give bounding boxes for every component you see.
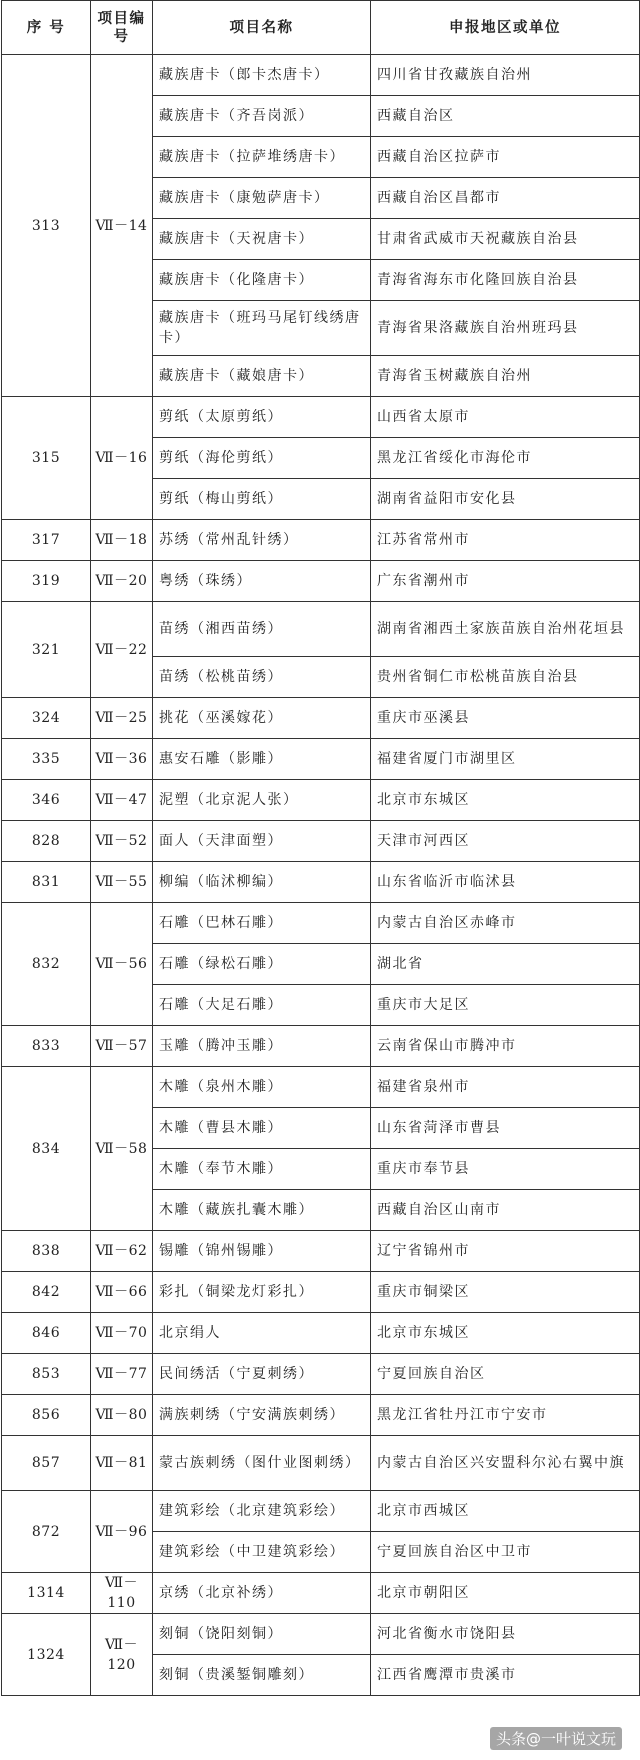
- table-row: [2, 1026, 640, 1067]
- table-header-row: [2, 1, 640, 55]
- project-code: Ⅶ－57: [91, 1026, 153, 1067]
- project-code: Ⅶ－120: [91, 1614, 153, 1696]
- project-name: 泥塑（北京泥人张）: [153, 780, 371, 821]
- project-name: 刻铜（贵溪錾铜雕刻）: [153, 1655, 371, 1696]
- project-code: Ⅶ－70: [91, 1313, 153, 1354]
- serial-number: 842: [2, 1272, 91, 1313]
- project-code: Ⅶ－81: [91, 1436, 153, 1491]
- region: 宁夏回族自治区: [371, 1354, 640, 1395]
- project-name: 剪纸（梅山剪纸）: [153, 479, 371, 520]
- header-code: 项目编号: [91, 1, 153, 55]
- project-name: 彩扎（铜梁龙灯彩扎）: [153, 1272, 371, 1313]
- project-name: 惠安石雕（影雕）: [153, 739, 371, 780]
- project-name: 木雕（泉州木雕）: [153, 1067, 371, 1108]
- serial-number: 834: [2, 1067, 91, 1231]
- table-row: [2, 1231, 640, 1272]
- project-name: 刻铜（饶阳刻铜）: [153, 1614, 371, 1655]
- project-name: 木雕（奉节木雕）: [153, 1149, 371, 1190]
- project-code: Ⅶ－47: [91, 780, 153, 821]
- region: 湖南省益阳市安化县: [371, 479, 640, 520]
- project-code: Ⅶ－80: [91, 1395, 153, 1436]
- table-row: [2, 698, 640, 739]
- region: 湖北省: [371, 944, 640, 985]
- project-name: 挑花（巫溪嫁花）: [153, 698, 371, 739]
- serial-number: 828: [2, 821, 91, 862]
- project-name: 藏族唐卡（拉萨堆绣唐卡）: [153, 137, 371, 178]
- serial-number: 857: [2, 1436, 91, 1491]
- table-row: [2, 1573, 640, 1614]
- serial-number: 856: [2, 1395, 91, 1436]
- header-serial: 序 号: [2, 1, 91, 55]
- project-code: Ⅶ－16: [91, 397, 153, 520]
- serial-number: 335: [2, 739, 91, 780]
- region: 重庆市铜梁区: [371, 1272, 640, 1313]
- project-name: 北京绢人: [153, 1313, 371, 1354]
- region: 天津市河西区: [371, 821, 640, 862]
- project-name: 藏族唐卡（郎卡杰唐卡）: [153, 55, 371, 96]
- table-row: [2, 520, 640, 561]
- region: 湖南省湘西土家族苗族自治州花垣县: [371, 602, 640, 657]
- region: 江西省鹰潭市贵溪市: [371, 1655, 640, 1696]
- project-name: 京绣（北京补绣）: [153, 1573, 371, 1614]
- region: 甘肃省武威市天祝藏族自治县: [371, 219, 640, 260]
- region: 云南省保山市腾冲市: [371, 1026, 640, 1067]
- table-row: [2, 1354, 640, 1395]
- table-row: [2, 1272, 640, 1313]
- project-name: 藏族唐卡（天祝唐卡）: [153, 219, 371, 260]
- region: 重庆市大足区: [371, 985, 640, 1026]
- region: 北京市朝阳区: [371, 1573, 640, 1614]
- project-name: 锡雕（锦州锡雕）: [153, 1231, 371, 1272]
- serial-number: 1314: [2, 1573, 91, 1614]
- project-code: Ⅶ－14: [91, 55, 153, 397]
- region: 重庆市巫溪县: [371, 698, 640, 739]
- region: 西藏自治区山南市: [371, 1190, 640, 1231]
- table-row: [2, 1395, 640, 1436]
- heritage-table: [1, 0, 640, 1696]
- table-row: [2, 862, 640, 903]
- table-row: [2, 821, 640, 862]
- region: 福建省厦门市湖里区: [371, 739, 640, 780]
- region: 青海省玉树藏族自治州: [371, 356, 640, 397]
- table-row: [2, 1313, 640, 1354]
- serial-number: 321: [2, 602, 91, 698]
- serial-number: 315: [2, 397, 91, 520]
- watermark: 头条@一叶说文玩: [490, 1727, 622, 1750]
- table-body: [2, 55, 640, 1696]
- region: 黑龙江省绥化市海伦市: [371, 438, 640, 479]
- region: 山东省菏泽市曹县: [371, 1108, 640, 1149]
- project-code: Ⅶ－58: [91, 1067, 153, 1231]
- header-name: 项目名称: [153, 1, 371, 55]
- region: 西藏自治区: [371, 96, 640, 137]
- project-name: 藏族唐卡（康勉萨唐卡）: [153, 178, 371, 219]
- project-name: 粤绣（珠绣）: [153, 561, 371, 602]
- region: 北京市东城区: [371, 780, 640, 821]
- serial-number: 324: [2, 698, 91, 739]
- serial-number: 1324: [2, 1614, 91, 1696]
- project-code: Ⅶ－96: [91, 1491, 153, 1573]
- project-code: Ⅶ－36: [91, 739, 153, 780]
- project-name: 藏族唐卡（化隆唐卡）: [153, 260, 371, 301]
- region: 内蒙古自治区赤峰市: [371, 903, 640, 944]
- project-name: 苗绣（松桃苗绣）: [153, 657, 371, 698]
- project-name: 蒙古族刺绣（图什业图刺绣）: [153, 1436, 371, 1491]
- serial-number: 833: [2, 1026, 91, 1067]
- project-name: 面人（天津面塑）: [153, 821, 371, 862]
- region: 四川省甘孜藏族自治州: [371, 55, 640, 96]
- region: 山西省太原市: [371, 397, 640, 438]
- project-code: Ⅶ－55: [91, 862, 153, 903]
- project-name: 建筑彩绘（北京建筑彩绘）: [153, 1491, 371, 1532]
- region: 黑龙江省牡丹江市宁安市: [371, 1395, 640, 1436]
- project-name: 建筑彩绘（中卫建筑彩绘）: [153, 1532, 371, 1573]
- table-row: [2, 903, 640, 944]
- project-name: 木雕（曹县木雕）: [153, 1108, 371, 1149]
- project-code: Ⅶ－110: [91, 1573, 153, 1614]
- project-name: 苏绣（常州乱针绣）: [153, 520, 371, 561]
- project-code: Ⅶ－18: [91, 520, 153, 561]
- project-code: Ⅶ－22: [91, 602, 153, 698]
- project-name: 木雕（藏族扎囊木雕）: [153, 1190, 371, 1231]
- serial-number: 872: [2, 1491, 91, 1573]
- region: 青海省海东市化隆回族自治县: [371, 260, 640, 301]
- project-code: Ⅶ－52: [91, 821, 153, 862]
- project-name: 石雕（大足石雕）: [153, 985, 371, 1026]
- table-row: [2, 55, 640, 96]
- region: 广东省潮州市: [371, 561, 640, 602]
- table-row: [2, 1436, 640, 1491]
- serial-number: 832: [2, 903, 91, 1026]
- project-name: 藏族唐卡（班玛马尾钉线绣唐卡）: [153, 301, 371, 356]
- region: 山东省临沂市临沭县: [371, 862, 640, 903]
- serial-number: 831: [2, 862, 91, 903]
- serial-number: 846: [2, 1313, 91, 1354]
- project-name: 剪纸（海伦剪纸）: [153, 438, 371, 479]
- project-code: Ⅶ－56: [91, 903, 153, 1026]
- serial-number: 853: [2, 1354, 91, 1395]
- serial-number: 838: [2, 1231, 91, 1272]
- project-name: 石雕（巴林石雕）: [153, 903, 371, 944]
- serial-number: 317: [2, 520, 91, 561]
- region: 青海省果洛藏族自治州班玛县: [371, 301, 640, 356]
- region: 贵州省铜仁市松桃苗族自治县: [371, 657, 640, 698]
- region: 河北省衡水市饶阳县: [371, 1614, 640, 1655]
- table-row: [2, 561, 640, 602]
- project-code: Ⅶ－25: [91, 698, 153, 739]
- region: 福建省泉州市: [371, 1067, 640, 1108]
- project-name: 藏族唐卡（藏娘唐卡）: [153, 356, 371, 397]
- region: 内蒙古自治区兴安盟科尔沁右翼中旗: [371, 1436, 640, 1491]
- project-name: 满族刺绣（宁安满族刺绣）: [153, 1395, 371, 1436]
- table-row: [2, 739, 640, 780]
- region: 西藏自治区拉萨市: [371, 137, 640, 178]
- project-code: Ⅶ－20: [91, 561, 153, 602]
- table-row: [2, 397, 640, 438]
- serial-number: 319: [2, 561, 91, 602]
- region: 北京市西城区: [371, 1491, 640, 1532]
- serial-number: 313: [2, 55, 91, 397]
- header-region: 申报地区或单位: [371, 1, 640, 55]
- project-code: Ⅶ－62: [91, 1231, 153, 1272]
- region: 江苏省常州市: [371, 520, 640, 561]
- project-code: Ⅶ－66: [91, 1272, 153, 1313]
- region: 辽宁省锦州市: [371, 1231, 640, 1272]
- region: 西藏自治区昌都市: [371, 178, 640, 219]
- table-row: [2, 602, 640, 657]
- project-name: 剪纸（太原剪纸）: [153, 397, 371, 438]
- table-row: [2, 1614, 640, 1655]
- region: 宁夏回族自治区中卫市: [371, 1532, 640, 1573]
- project-code: Ⅶ－77: [91, 1354, 153, 1395]
- table-row: [2, 780, 640, 821]
- project-name: 石雕（绿松石雕）: [153, 944, 371, 985]
- project-name: 柳编（临沭柳编）: [153, 862, 371, 903]
- region: 北京市东城区: [371, 1313, 640, 1354]
- table-row: [2, 1491, 640, 1532]
- region: 重庆市奉节县: [371, 1149, 640, 1190]
- table-row: [2, 1067, 640, 1108]
- serial-number: 346: [2, 780, 91, 821]
- project-name: 苗绣（湘西苗绣）: [153, 602, 371, 657]
- project-name: 民间绣活（宁夏刺绣）: [153, 1354, 371, 1395]
- project-name: 藏族唐卡（齐吾岗派）: [153, 96, 371, 137]
- project-name: 玉雕（腾冲玉雕）: [153, 1026, 371, 1067]
